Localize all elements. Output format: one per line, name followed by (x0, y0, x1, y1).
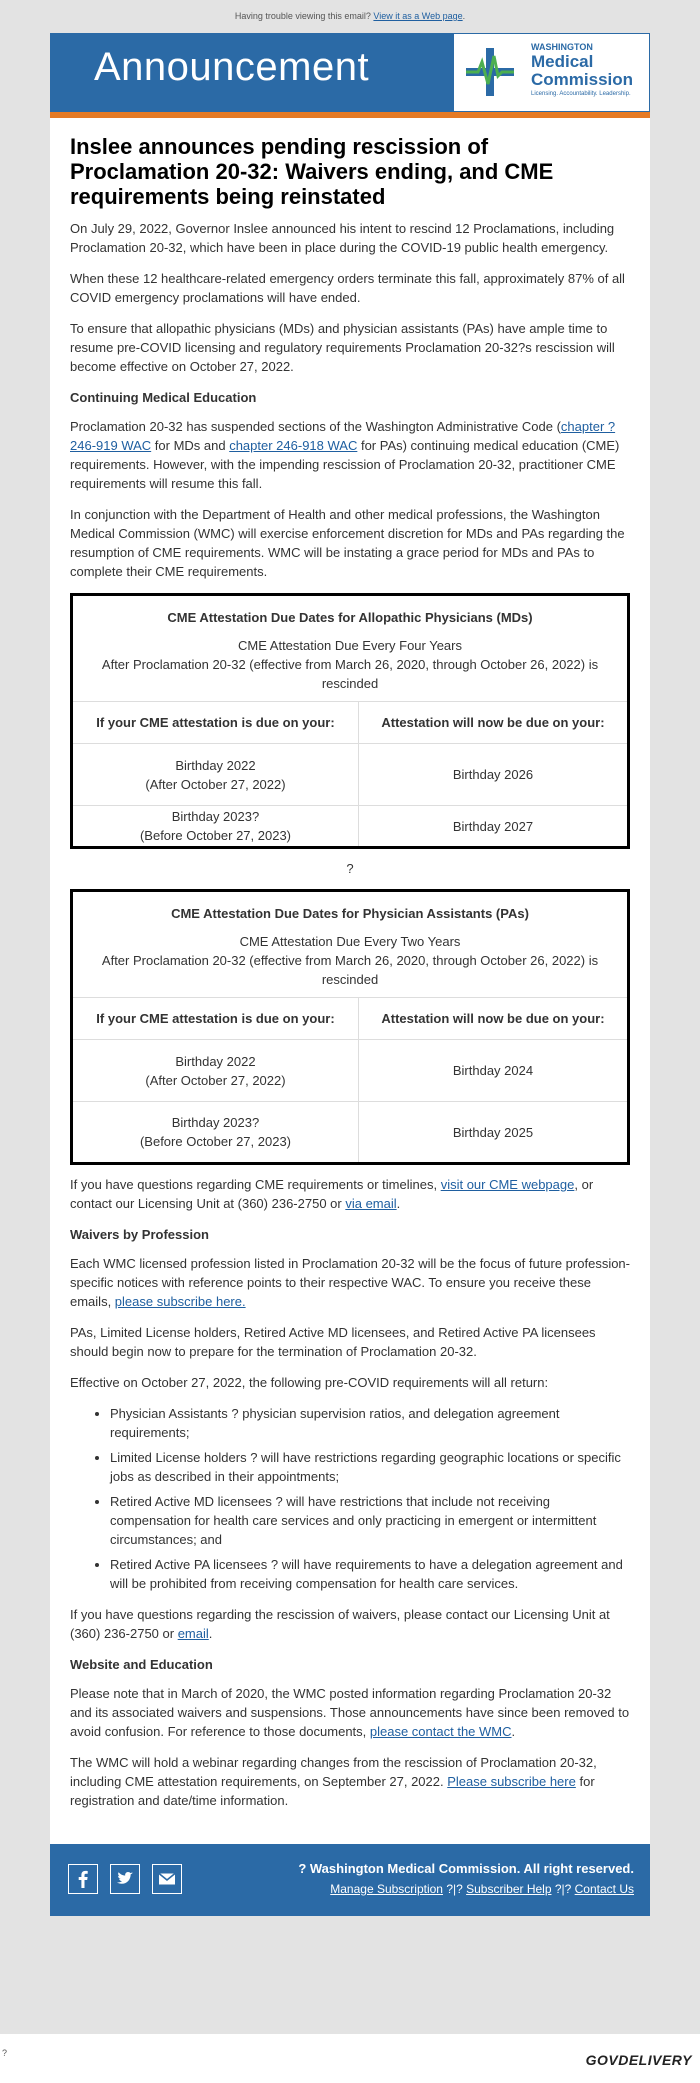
banner-accent-stripe (50, 112, 650, 118)
cme-heading: Continuing Medical Education (70, 390, 257, 405)
cme-paragraph-2: In conjunction with the Department of Health and other medical professions, the Washington Medical Commission (WMC) will exercise enforcement discretion for MDs and PAs regarding the resumption of CME requirements. WMC will be instating a grace period for MDs and PAs to complete their CME requirements. (70, 507, 625, 579)
md-row1-new: Birthday 2026 (358, 744, 628, 806)
wmc-logo (453, 33, 650, 112)
twitter-icon (111, 1865, 139, 1893)
logo-state: WASHINGTON (531, 42, 593, 52)
intro-paragraph-1: On July 29, 2022, Governor Inslee announced his intent to rescind 12 Proclamations, including Proclamation 20-32, which have been in place during the COVID-19 public health emergency. (70, 221, 615, 255)
waivers-paragraph-1: Each WMC licensed profession listed in Proclamation 20-32 will be the focus of future profession-specific notices with reference points to their respective WAC. To ensure you receive these emails, please subscribe here. (70, 1256, 630, 1309)
cme-questions-paragraph: If you have questions regarding CME requirements or timelines, visit our CME webpage, or contact our Licensing Unit at (360) 236-2750 or via email. (70, 1177, 594, 1211)
requirements-list (70, 1404, 630, 1593)
email-body (50, 33, 650, 1916)
headline: Inslee announces pending rescission of Proclamation 20-32: Waivers ending, and CME requirements being reinstated (70, 134, 554, 209)
cme-webpage-link[interactable]: visit our CME webpage (440, 1177, 575, 1192)
md-row2-new: Birthday 2027 (452, 818, 534, 834)
waivers-email-link[interactable]: email (177, 1626, 209, 1641)
pa-col-header-2: Attestation will now be due on your: (358, 998, 628, 1040)
pa-row2-due: Birthday 2023? (171, 1115, 260, 1130)
table-title-row (72, 595, 629, 702)
table-separator: ? (346, 861, 354, 876)
pa-row2-due-note: (Before October 27, 2023) (139, 1134, 291, 1149)
table-row (72, 1102, 629, 1164)
email-share-button[interactable] (152, 1864, 182, 1894)
footer-copyright: ? Washington Medical Commission. All right reserved. (298, 1861, 634, 1876)
pa-table-subtitle: CME Attestation Due Every Two Years (239, 934, 461, 949)
table-row (72, 806, 629, 848)
view-online-note (0, 0, 700, 33)
list-item: • Retired Active MD licensees ? will have restrictions that include not receiving compensation for health care services and only practicing in emergent or intermittent circumstances; and (110, 1492, 630, 1549)
contact-wmc-link[interactable]: please contact the WMC (369, 1724, 512, 1739)
wac-246-919-link[interactable]: chapter ?246-919 WAC (70, 419, 616, 453)
intro-paragraph-2: When these 12 healthcare-related emergency orders terminate this fall, approximately 87% of all COVID emergency proclamations will have ended. (70, 271, 625, 305)
cme-email-link[interactable]: via email (345, 1196, 397, 1211)
md-col-header-2: Attestation will now be due on your: (358, 702, 628, 744)
banner-title: Announcement (94, 45, 370, 89)
footer-separator: ?|? (551, 1882, 575, 1896)
table-header-row (72, 998, 629, 1040)
pa-row1-due: Birthday 2022 (175, 1053, 256, 1069)
pa-table-note: After Proclamation 20-32 (effective from March 26, 2020, through October 26, 2022) is rescinded (101, 953, 599, 987)
pa-table-title: CME Attestation Due Dates for Physician Assistants (PAs) (171, 906, 529, 921)
website-paragraph-1: Please note that in March of 2020, the WMC posted information regarding Proclamation 20-32 and its associated waivers and suspensions. Those announcements have since been removed to avoid confusion. For reference to those documents, please contact the WMC. (70, 1686, 630, 1739)
intro-paragraph-3: To ensure that allopathic physicians (MDs) and physician assistants (PAs) have ample time to resume pre-COVID licensing and regulatory requirements Proclamation 20-32?s rescission will become effective on October 27, 2022. (70, 321, 615, 374)
md-row2-due: Birthday 2023? (171, 809, 260, 824)
view-online-text: Having trouble viewing this email? (234, 11, 374, 21)
bottom-glyph: ? (2, 2048, 8, 2058)
pa-col-header-1: If your CME attestation is due on your: (72, 998, 359, 1040)
facebook-button[interactable] (68, 1864, 98, 1894)
logo-name: Medical Commission (531, 52, 634, 89)
pa-row1-due-note: (After October 27, 2022) (145, 1072, 286, 1088)
pa-row1-new: Birthday 2024 (358, 1040, 628, 1102)
md-row2-due-note: (Before October 27, 2023) (139, 828, 291, 843)
pa-cme-table (70, 889, 630, 1165)
md-table-title: CME Attestation Due Dates for Allopathic Physicians (MDs) (167, 610, 533, 625)
wmc-logo-icon (464, 46, 516, 98)
md-col-header-1: If your CME attestation is due on your: (72, 702, 359, 744)
table-title-row (72, 891, 629, 998)
email-footer (50, 1844, 650, 1916)
pa-row2-new: Birthday 2025 (452, 1124, 534, 1140)
bottom-bar (0, 2034, 700, 2083)
list-item: • Limited License holders ? will have restrictions regarding geographic locations or specific jobs as described in their appointments; (110, 1448, 630, 1486)
waivers-paragraph-2: PAs, Limited License holders, Retired Active MD licensees, and Retired Active PA licensees should begin now to prepare for the termination of Proclamation 20-32. (70, 1325, 596, 1359)
envelope-icon (153, 1865, 181, 1893)
waivers-heading: Waivers by Profession (70, 1227, 209, 1242)
view-web-page-link[interactable]: View it as a Web page (373, 11, 463, 21)
webinar-subscribe-link[interactable]: Please subscribe here (447, 1774, 576, 1789)
footer-links (330, 1882, 634, 1896)
waivers-questions-paragraph: If you have questions regarding the rescission of waivers, please contact our Licensing Unit at (360) 236-2750 or email. (70, 1607, 610, 1641)
subscribe-link[interactable]: please subscribe here. (114, 1294, 246, 1309)
logo-tagline: Licensing. Accountability. Leadership. (531, 91, 631, 97)
manage-subscription-link[interactable]: Manage Subscription (330, 1882, 443, 1896)
table-row (72, 1040, 629, 1102)
md-cme-table (70, 593, 630, 849)
table-row (72, 744, 629, 806)
facebook-icon (69, 1865, 97, 1893)
contact-us-link[interactable]: Contact Us (574, 1882, 634, 1896)
govdelivery-logo[interactable]: GOVDELIVERY (585, 2052, 692, 2068)
md-table-subtitle: CME Attestation Due Every Four Years (238, 638, 462, 653)
md-row1-due: Birthday 2022 (175, 757, 256, 773)
md-table-note: After Proclamation 20-32 (effective from March 26, 2020, through October 26, 2022) is rescinded (101, 657, 599, 691)
cme-paragraph-1: Proclamation 20-32 has suspended sections of the Washington Administrative Code (chapter ?246-919 WAC for MDs and chapter 246-918 WAC for PAs) continuing medical education (CME) requirements. However, with the impending rescission of Proclamation 20-32, practitioner CME requirements will resume this fall. (70, 419, 620, 491)
view-online-end: . (462, 11, 466, 21)
wac-246-918-link[interactable]: chapter 246-918 WAC (229, 438, 358, 453)
announcement-banner (50, 33, 650, 118)
email-content (50, 118, 650, 1832)
website-heading: Website and Education (70, 1657, 213, 1672)
footer-separator: ?|? (442, 1882, 467, 1896)
list-item: • Physician Assistants ? physician supervision ratios, and delegation agreement requirements; (110, 1404, 630, 1442)
md-row1-due-note: (After October 27, 2022) (145, 776, 286, 792)
twitter-button[interactable] (110, 1864, 140, 1894)
waivers-paragraph-3: Effective on October 27, 2022, the following pre-COVID requirements will all return: (70, 1375, 549, 1390)
subscriber-help-link[interactable]: Subscriber Help (466, 1882, 552, 1896)
table-header-row (72, 702, 629, 744)
website-paragraph-2: The WMC will hold a webinar regarding changes from the rescission of Proclamation 20-32, including CME attestation requirements, on September 27, 2022. Please subscribe here for registration and date/time information. (70, 1755, 597, 1808)
list-item: • Retired Active PA licensees ? will have requirements to have a delegation agreement and will be prohibited from receiving compensation for health care services. (110, 1555, 630, 1593)
